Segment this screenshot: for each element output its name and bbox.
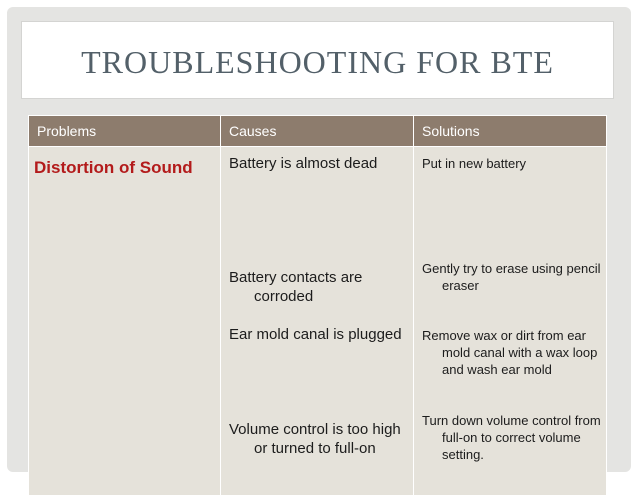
troubleshooting-table (28, 115, 607, 496)
cause-item: Ear mold canal is plugged (229, 326, 402, 343)
header-causes: Causes (221, 116, 414, 147)
solutions-cell (414, 147, 607, 496)
title-box (21, 21, 614, 99)
cause-item: Battery contacts are corroded (229, 269, 363, 305)
slide-title: TROUBLESHOOTING FOR BTE (81, 44, 554, 80)
table-row (29, 147, 607, 496)
cause-item: Battery is almost dead (229, 155, 378, 172)
solution-item: Gently try to erase using pencil eraser (422, 261, 601, 293)
causes-cell (221, 147, 414, 496)
table-header-row (29, 116, 607, 147)
header-solutions: Solutions (414, 116, 607, 147)
header-problems: Problems (29, 116, 221, 147)
solution-item: Turn down volume control from full-on to correct volume setting. (422, 413, 601, 462)
solution-item: Put in new battery (422, 156, 527, 171)
cause-item: Volume control is too high or turned to full-on (229, 421, 401, 457)
problem-text: Distortion of Sound (34, 158, 193, 177)
problem-cell (29, 147, 221, 496)
solution-item: Remove wax or dirt from ear mold canal with a wax loop and wash ear mold (422, 328, 598, 377)
